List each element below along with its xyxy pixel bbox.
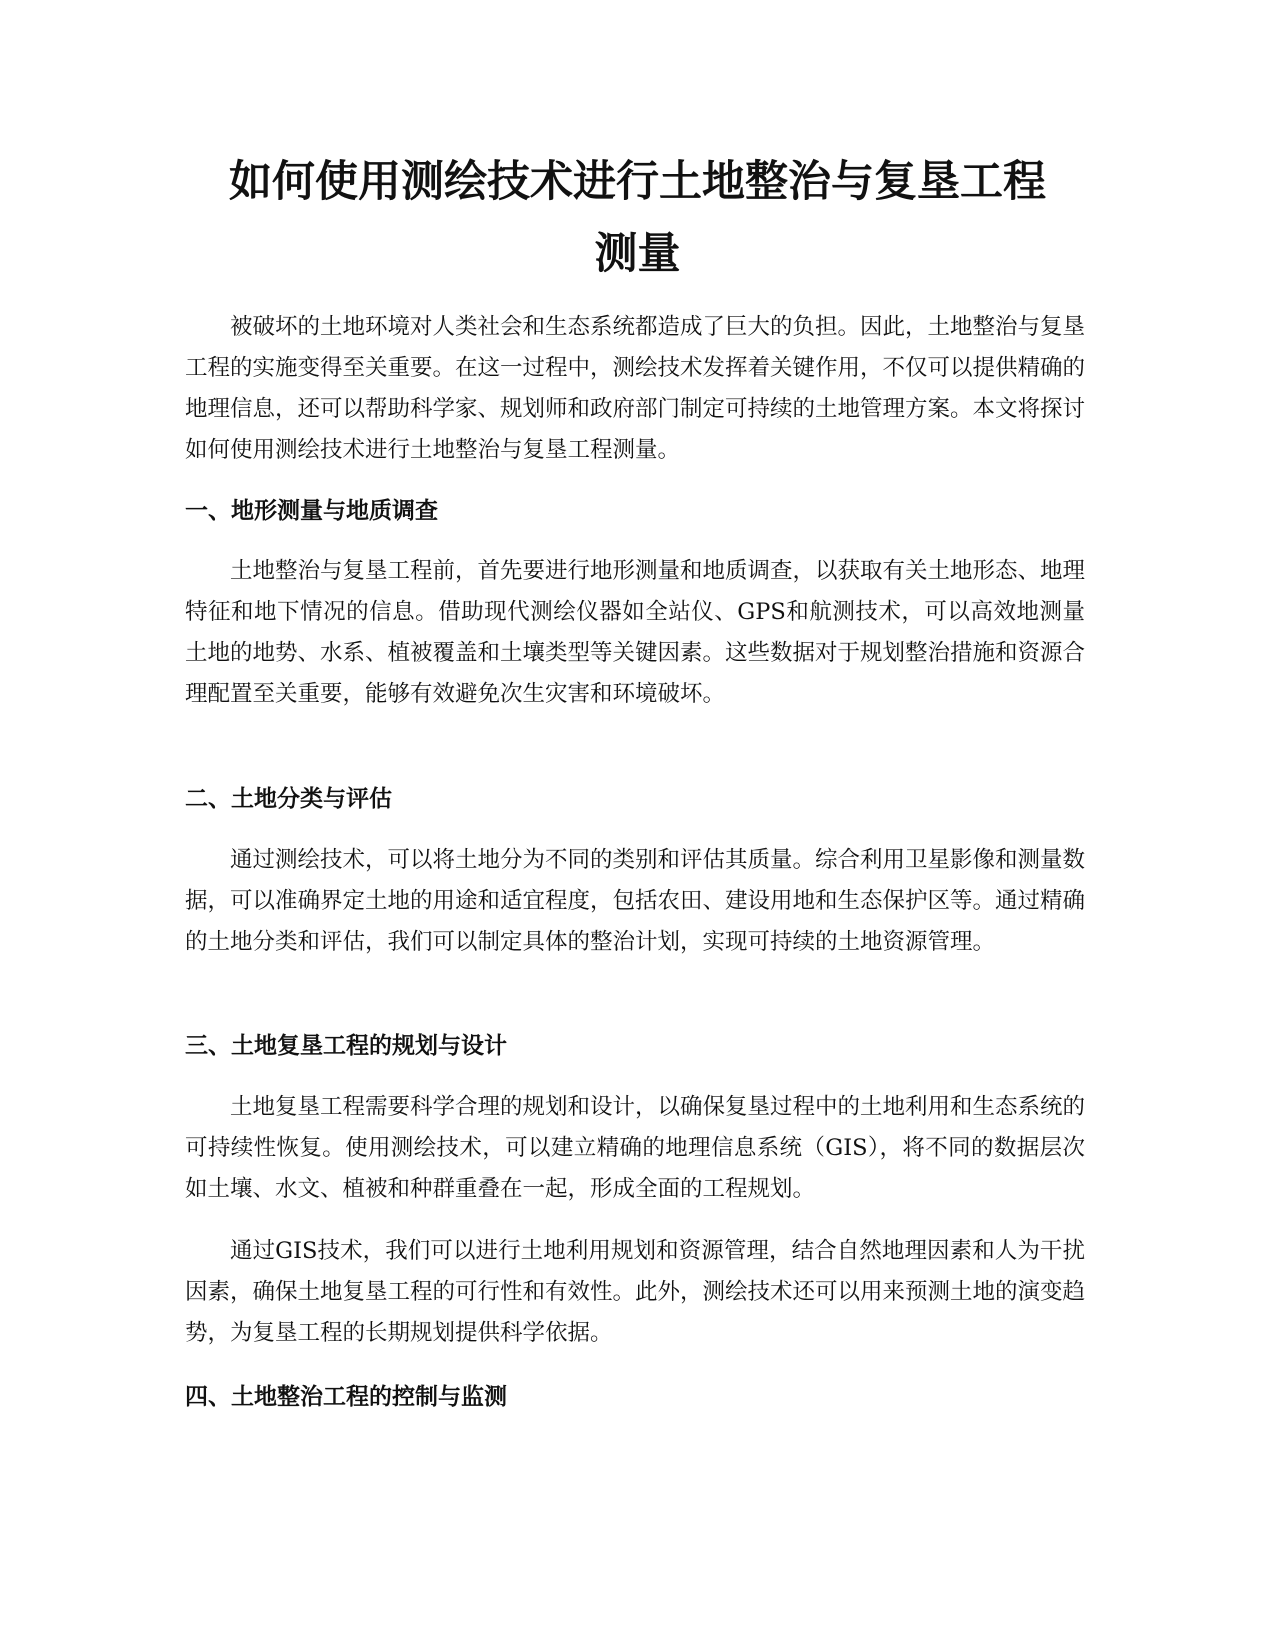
section-1-paragraph-1: 土地整治与复垦工程前，首先要进行地形测量和地质调查，以获取有关土地形态、地理特征和地下情况的信息。借助现代测绘仪器如全站仪、GPS和航测技术，可以高效地测量土地的地势、水系、植被覆盖和土壤类型等关键因素。这些数据对于规划整治措施和资源合理配置至关重要，能够有效避免次生灾害和环境破坏。 [185, 558, 1086, 707]
section-3-paragraph-2: 通过GIS技术，我们可以进行土地利用规划和资源管理，结合自然地理因素和人为干扰因素，确保土地复垦工程的可行性和有效性。此外，测绘技术还可以用来预测土地的演变趋势，为复垦工程的长期规划提供科学依据。 [185, 1238, 1086, 1346]
section-heading-3: 三、土地复垦工程的规划与设计 [185, 1033, 507, 1059]
section-heading-2: 二、土地分类与评估 [185, 786, 392, 812]
intro-paragraph: 被破坏的土地环境对人类社会和生态系统都造成了巨大的负担。因此，土地整治与复垦工程的实施变得至关重要。在这一过程中，测绘技术发挥着关键作用，不仅可以提供精确的地理信息，还可以帮助科学家、规划师和政府部门制定可持续的土地管理方案。本文将探讨如何使用测绘技术进行土地整治与复垦工程测量。 [185, 314, 1086, 463]
section-3-paragraph-1: 土地复垦工程需要科学合理的规划和设计，以确保复垦过程中的土地利用和生态系统的可持续性恢复。使用测绘技术，可以建立精确的地理信息系统（GIS），将不同的数据层次如土壤、水文、植被和种群重叠在一起，形成全面的工程规划。 [185, 1094, 1086, 1202]
document-title-line-2: 测量 [594, 229, 681, 279]
section-heading-1: 一、地形测量与地质调查 [185, 498, 438, 524]
section-2-paragraph-1: 通过测绘技术，可以将土地分为不同的类别和评估其质量。综合利用卫星影像和测量数据，可以准确界定土地的用途和适宜程度，包括农田、建设用地和生态保护区等。通过精确的土地分类和评估，我们可以制定具体的整治计划，实现可持续的土地资源管理。 [185, 847, 1086, 955]
section-heading-4: 四、土地整治工程的控制与监测 [185, 1384, 507, 1410]
document-title-line-1: 如何使用测绘技术进行土地整治与复垦工程 [229, 157, 1046, 207]
